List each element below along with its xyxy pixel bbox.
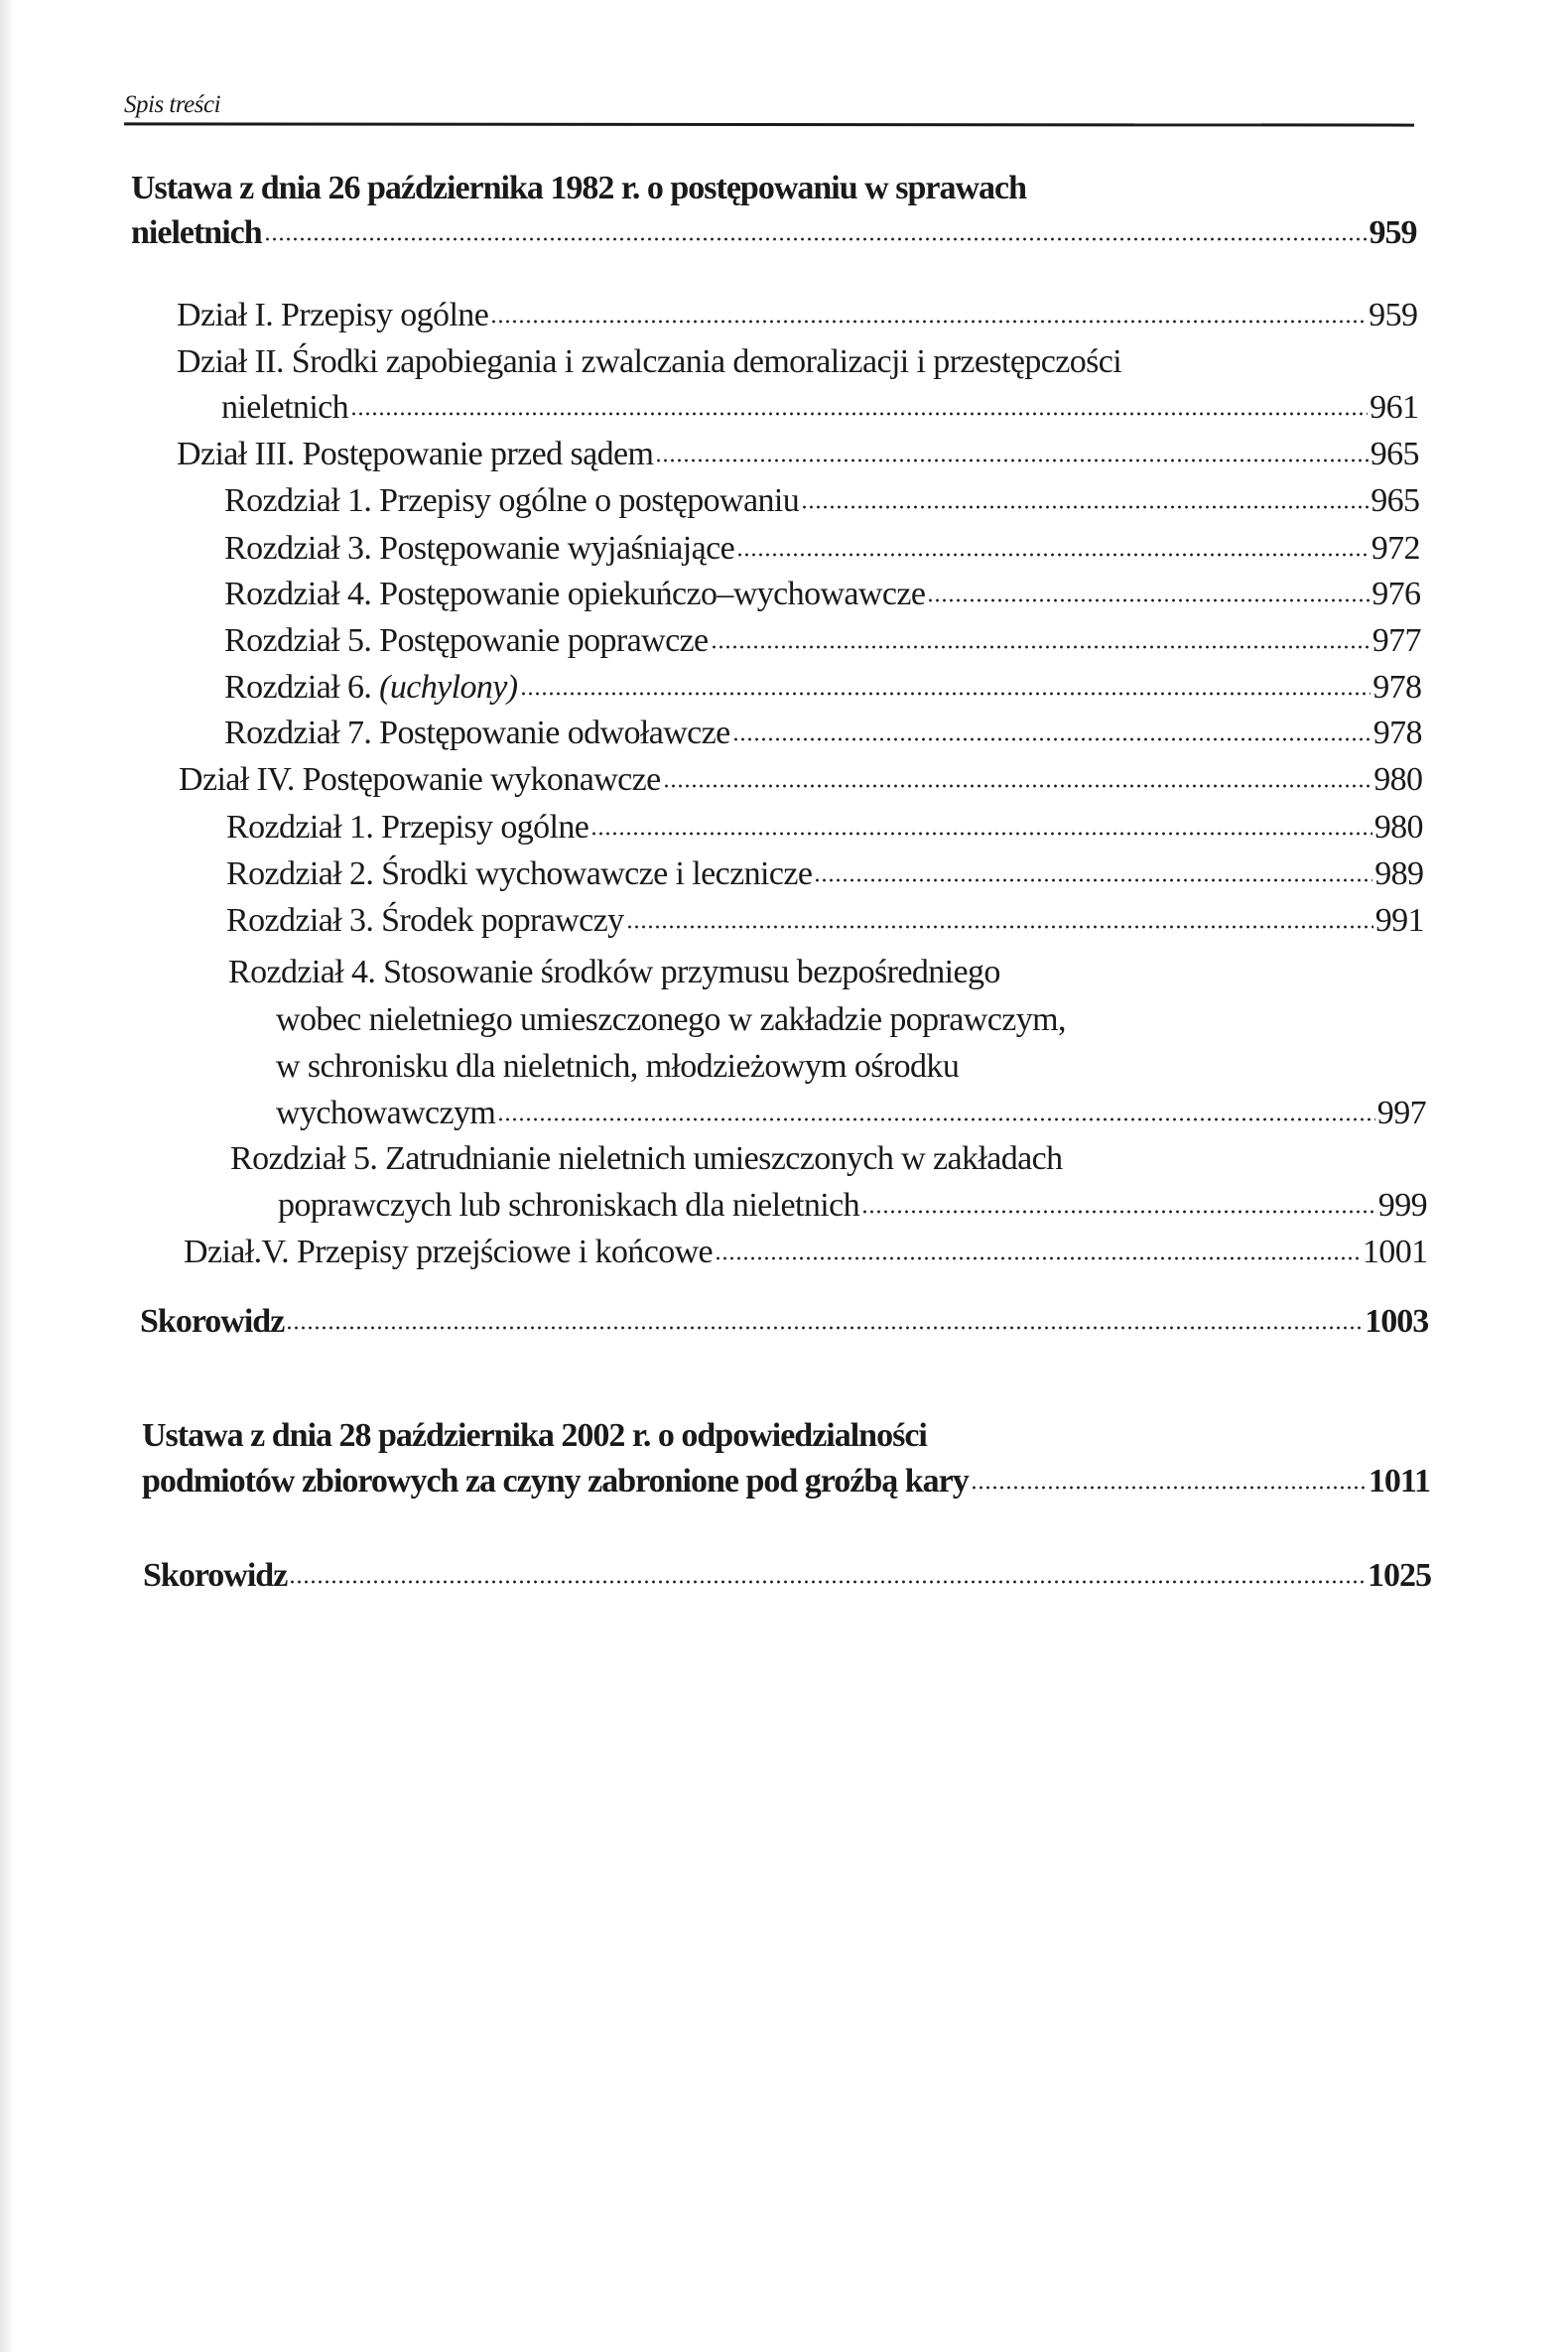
toc-entry-italic-note: (uchylony) [379, 669, 518, 706]
dot-leader [590, 830, 1372, 838]
toc-entry-line [226, 806, 1423, 849]
toc-entry-text: poprawczych lub schroniskach dla nieletnich [278, 1187, 859, 1224]
header-rule [124, 122, 1414, 126]
toc-entry-title [224, 666, 518, 710]
toc-entry-title [276, 1092, 495, 1135]
dot-leader [927, 596, 1370, 604]
page-number: 1001 [1362, 1234, 1428, 1270]
toc-entry-line [230, 1137, 1063, 1181]
toc-entry-line [228, 951, 1000, 994]
toc-entry-title [230, 1137, 1063, 1181]
toc-entry-line [224, 479, 1419, 523]
dot-leader [264, 235, 1368, 243]
page-number: 961 [1370, 389, 1419, 426]
toc-entry-line [179, 758, 1422, 802]
toc-entry-text: Rozdział 6. [224, 669, 380, 706]
toc-entry-line [224, 527, 1420, 571]
toc-entry-line [177, 340, 1121, 384]
toc-entry-line [224, 573, 1420, 616]
page-number: 997 [1376, 1095, 1426, 1131]
dot-leader [520, 690, 1372, 698]
toc-entry-text: Dział IV. Postępowanie wykonawcze [179, 761, 661, 798]
toc-entry-text: Skorowidz [143, 1557, 288, 1594]
toc-entry-title [276, 998, 1066, 1042]
toc-entry-line [276, 998, 1066, 1042]
page-number: 959 [1369, 297, 1418, 333]
toc-entry-text: Rozdział 1. Przepisy ogólne o postępowaniu [224, 482, 800, 519]
page-number: 972 [1371, 530, 1420, 567]
toc-entry-title [221, 386, 348, 430]
toc-entry-title [224, 619, 709, 663]
toc-entry-title [131, 211, 262, 255]
toc-entry-title [177, 340, 1121, 384]
toc-entry-line [142, 1414, 927, 1458]
toc-entry-text: Dział.V. Przepisy przejściowe i końcowe [184, 1234, 714, 1270]
toc-entry-title [131, 167, 1026, 210]
dot-leader [350, 410, 1368, 418]
dot-leader [286, 1324, 1363, 1332]
toc-entry-title [224, 712, 730, 755]
toc-entry-line [278, 1184, 1427, 1228]
page-number: 991 [1374, 902, 1424, 939]
toc-entry-text: nieletnich [131, 214, 262, 251]
toc-entry-title [228, 951, 1000, 994]
toc-entry-line [177, 433, 1419, 476]
toc-entry-title [179, 758, 661, 802]
toc-entry-line [177, 294, 1417, 337]
toc-entry-line [184, 1231, 1428, 1274]
toc-entry-line [224, 666, 1421, 710]
dot-leader [861, 1208, 1376, 1216]
toc-entry-text: Rozdział 5. Zatrudnianie nieletnich umieszczonych w zakładach [230, 1140, 1063, 1177]
toc-entry-text: Rozdział 2. Środki wychowawcze i lecznicze [226, 855, 813, 892]
dot-leader [736, 551, 1370, 559]
toc-entry-line [140, 1300, 1428, 1344]
dot-leader [801, 503, 1369, 511]
dot-leader [497, 1115, 1375, 1123]
toc-entry-line [276, 1092, 1426, 1135]
toc-entry-title [143, 1554, 287, 1598]
page-number: 989 [1374, 855, 1424, 892]
toc-entry-title [224, 527, 734, 571]
scan-edge-shadow [0, 0, 14, 2352]
dot-leader [289, 1578, 1366, 1586]
dot-leader [732, 735, 1372, 743]
toc-entry-title [224, 479, 799, 523]
dot-leader [971, 1484, 1367, 1492]
toc-entry-text: Rozdział 3. Środek poprawczy [226, 902, 624, 939]
page-number: 999 [1377, 1187, 1427, 1224]
toc-entry-text: wychowawczym [276, 1095, 496, 1131]
toc-entry-text: nieletnich [221, 389, 349, 426]
toc-entry-text: Dział I. Przepisy ogólne [177, 297, 489, 333]
toc-entry-text: Rozdział 5. Postępowanie poprawcze [224, 622, 709, 659]
toc-entry-text: Rozdział 7. Postępowanie odwoławcze [224, 715, 730, 751]
toc-entry-text: Ustawa z dnia 28 października 2002 r. o odpowiedzialności [142, 1417, 927, 1454]
dot-leader [655, 457, 1368, 464]
toc-entry-text: podmiotów zbiorowych za czyny zabronione pod groźbą kary [142, 1463, 969, 1500]
toc-entry-line [142, 1460, 1430, 1503]
dot-leader [663, 782, 1372, 790]
toc-entry-title [224, 573, 925, 616]
toc-entry-line [131, 211, 1416, 255]
toc-entry-title [226, 806, 588, 849]
toc-entry-title [142, 1414, 927, 1458]
toc-entry-title [276, 1045, 959, 1089]
running-head: Spis treści [124, 91, 221, 118]
toc-entry-line [224, 619, 1421, 663]
page-number: 1025 [1368, 1557, 1431, 1594]
toc-entry-title [140, 1300, 284, 1344]
toc-entry-title [184, 1231, 713, 1274]
dot-leader [490, 318, 1367, 326]
toc-entry-text: Rozdział 1. Przepisy ogólne [226, 809, 589, 846]
page-number: 978 [1372, 715, 1422, 751]
toc-entry-text: Skorowidz [140, 1303, 285, 1340]
toc-entry-title [177, 294, 488, 337]
dot-leader [715, 1254, 1361, 1262]
toc-entry-text: Dział III. Postępowanie przed sądem [177, 436, 654, 472]
dot-leader [626, 923, 1373, 931]
toc-entry-text: Dział II. Środki zapobiegania i zwalczania demoralizacji i przestępczości [177, 343, 1122, 380]
page-number: 1011 [1368, 1463, 1430, 1500]
toc-entry-text: Rozdział 4. Postępowanie opiekuńczo–wychowawcze [224, 576, 926, 612]
page-number: 965 [1371, 482, 1420, 519]
page-number: 959 [1369, 214, 1417, 251]
toc-entry-text: wobec nieletniego umieszczonego w zakładzie poprawczym, [276, 1001, 1066, 1038]
page-number: 980 [1373, 809, 1423, 846]
toc-entry-title [278, 1184, 859, 1228]
toc-entry-line [221, 386, 1418, 430]
page-number: 965 [1370, 436, 1419, 472]
toc-entry-text: Ustawa z dnia 26 października 1982 r. o postępowaniu w sprawach [131, 170, 1026, 206]
toc-entry-line [276, 1045, 959, 1089]
toc-entry-line [224, 712, 1422, 755]
toc-entry-text: Rozdział 4. Stosowanie środków przymusu bezpośredniego [228, 954, 1000, 990]
toc-entry-line [131, 167, 1026, 210]
dot-leader [814, 876, 1372, 884]
toc-entry-line [226, 852, 1423, 896]
toc-entry-title [142, 1460, 969, 1503]
page-number: 1003 [1365, 1303, 1429, 1340]
toc-entry-line [226, 899, 1424, 943]
page-number: 977 [1372, 622, 1421, 659]
toc-entry-line [143, 1554, 1431, 1598]
page-number: 976 [1372, 576, 1421, 612]
page-number: 980 [1373, 761, 1423, 798]
toc-entry-title [226, 852, 812, 896]
dot-leader [711, 643, 1371, 651]
toc-entry-text: Rozdział 3. Postępowanie wyjaśniające [224, 530, 735, 567]
toc-entry-title [226, 899, 624, 943]
page-number: 978 [1372, 669, 1422, 706]
toc-entry-text: w schronisku dla nieletnich, młodzieżowym ośrodku [276, 1048, 960, 1085]
toc-entry-title [177, 433, 653, 476]
